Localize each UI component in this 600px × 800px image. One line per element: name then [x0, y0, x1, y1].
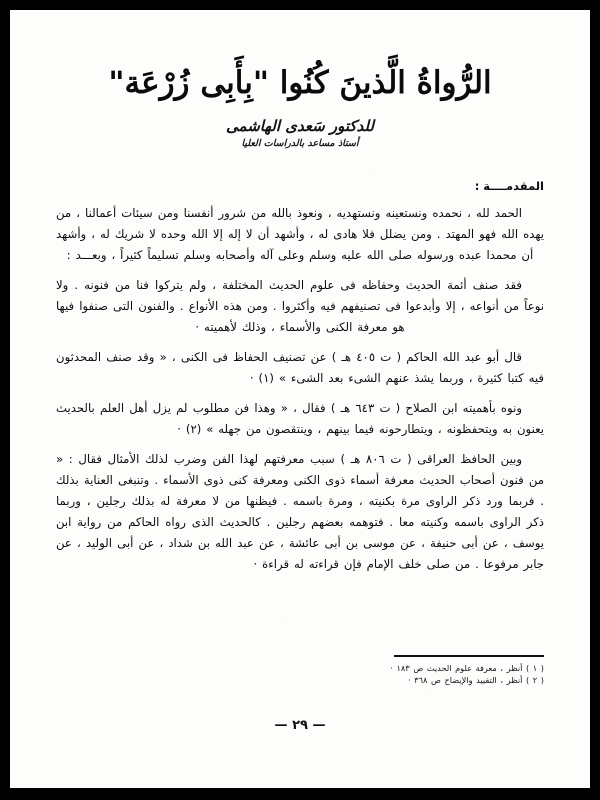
- footnote-item: ( ١ ) أنظر ، معرفة علوم الحديث ص ١٨٣ ·: [390, 663, 544, 673]
- footnotes: [56, 655, 544, 686]
- masthead: [56, 10, 544, 149]
- body-text: [56, 203, 544, 575]
- author-byline: للدكتور سَعدى الهاشمى: [226, 116, 374, 135]
- paragraph: وبين الحافظ العراقى ( ت ٨٠٦ هـ ) سبب معرفتهم لهذا الفن وضرب لذلك الأمثال فقال : « من فنون أصحاب الحديث معرفة أسماء ذوى الكنى ومعرفة كنى ذوى الأسماء . وتنبغى العناية بذلك . فربما ورد ذكر الراوى مرة بكنيته ، ومرة باسمه . فيظنها من لا معرفة له بذلك رجلين ، وربما ذكر الراوى باسمه وكنيته معا . فتوهمه بعضهم رجلين . كالحديث الذى رواه الحاكم من رواية ابن يوسف ، عن أبى حنيفة ، عن موسى بن أبى عائشة ، عن عبد الله بن شداد ، عن أبى الوليد ، عن جابر مرفوعا . من صلى خلف الإمام فإن قراءته له قراءة ·: [56, 451, 544, 571]
- page-title: الرُّواةُ الَّذينَ كُنُوا "بِأَبِى زُرْعَة": [108, 65, 492, 101]
- paragraph: قال أبو عبد الله الحاكم ( ت ٤٠٥ هـ ) عن تصنيف الحفاظ فى الكنى ، « وقد صنف المحدثون فيه كتبا كثيرة ، وربما يشذ عنهم الشىء بعد الشىء » (١) ·: [56, 349, 544, 385]
- section-heading-introduction: المقدمــــة :: [474, 178, 544, 193]
- page-sheet: [10, 10, 590, 788]
- paragraph: فقد صنف أئمة الحديث وحفاظه فى علوم الحديث المختلفة ، ولم يتركوا فنا من فنونه . ولا نوعاً من أنواعه ، إلا وأبدعوا فى تصنيفهم فيه وأكثروا . ومن هذه الأنواع . والفنون التى صنفوا فيها هو معرفة الكنى والأسماء ، وذلك لأهميته ·: [56, 277, 544, 334]
- paragraph: ونوه بأهميته ابن الصلاح ( ت ٦٤٣ هـ ) فقال ، « وهذا فن مطلوب لم يزل أهل العلم بالحديث يعنون به ويتحفظونه ، ويتطارحونه فيما بينهم ، وينتقصون من جهله » (٢) ·: [56, 400, 544, 436]
- footnote-item: ( ٢ ) أنظر ، التقييد والإيضاح ص ٣٦٨ ·: [407, 675, 544, 685]
- page-content: [10, 10, 590, 788]
- paragraph: الحمد لله ، نحمده ونستعينه ونستهديه ، ونعوذ بالله من شرور أنفسنا ومن سيئات أعمالنا ، من يهده الله فهو المهتد . ومن يضلل فلا هادى له ، وأشهد أن لا إله إلا الله وحده لا شريك له ، وأشهد أن محمدا عبده ورسوله صلى الله عليه وسلم وعلى آله وأصحابه وسلم تسليماً كثيراً ، وبعـــد :: [56, 205, 544, 262]
- page-number: — ٢٩ —: [274, 718, 326, 733]
- author-affiliation: أستاذ مساعد بالدراسات العليا: [241, 137, 359, 149]
- footnote-separator: [394, 655, 544, 657]
